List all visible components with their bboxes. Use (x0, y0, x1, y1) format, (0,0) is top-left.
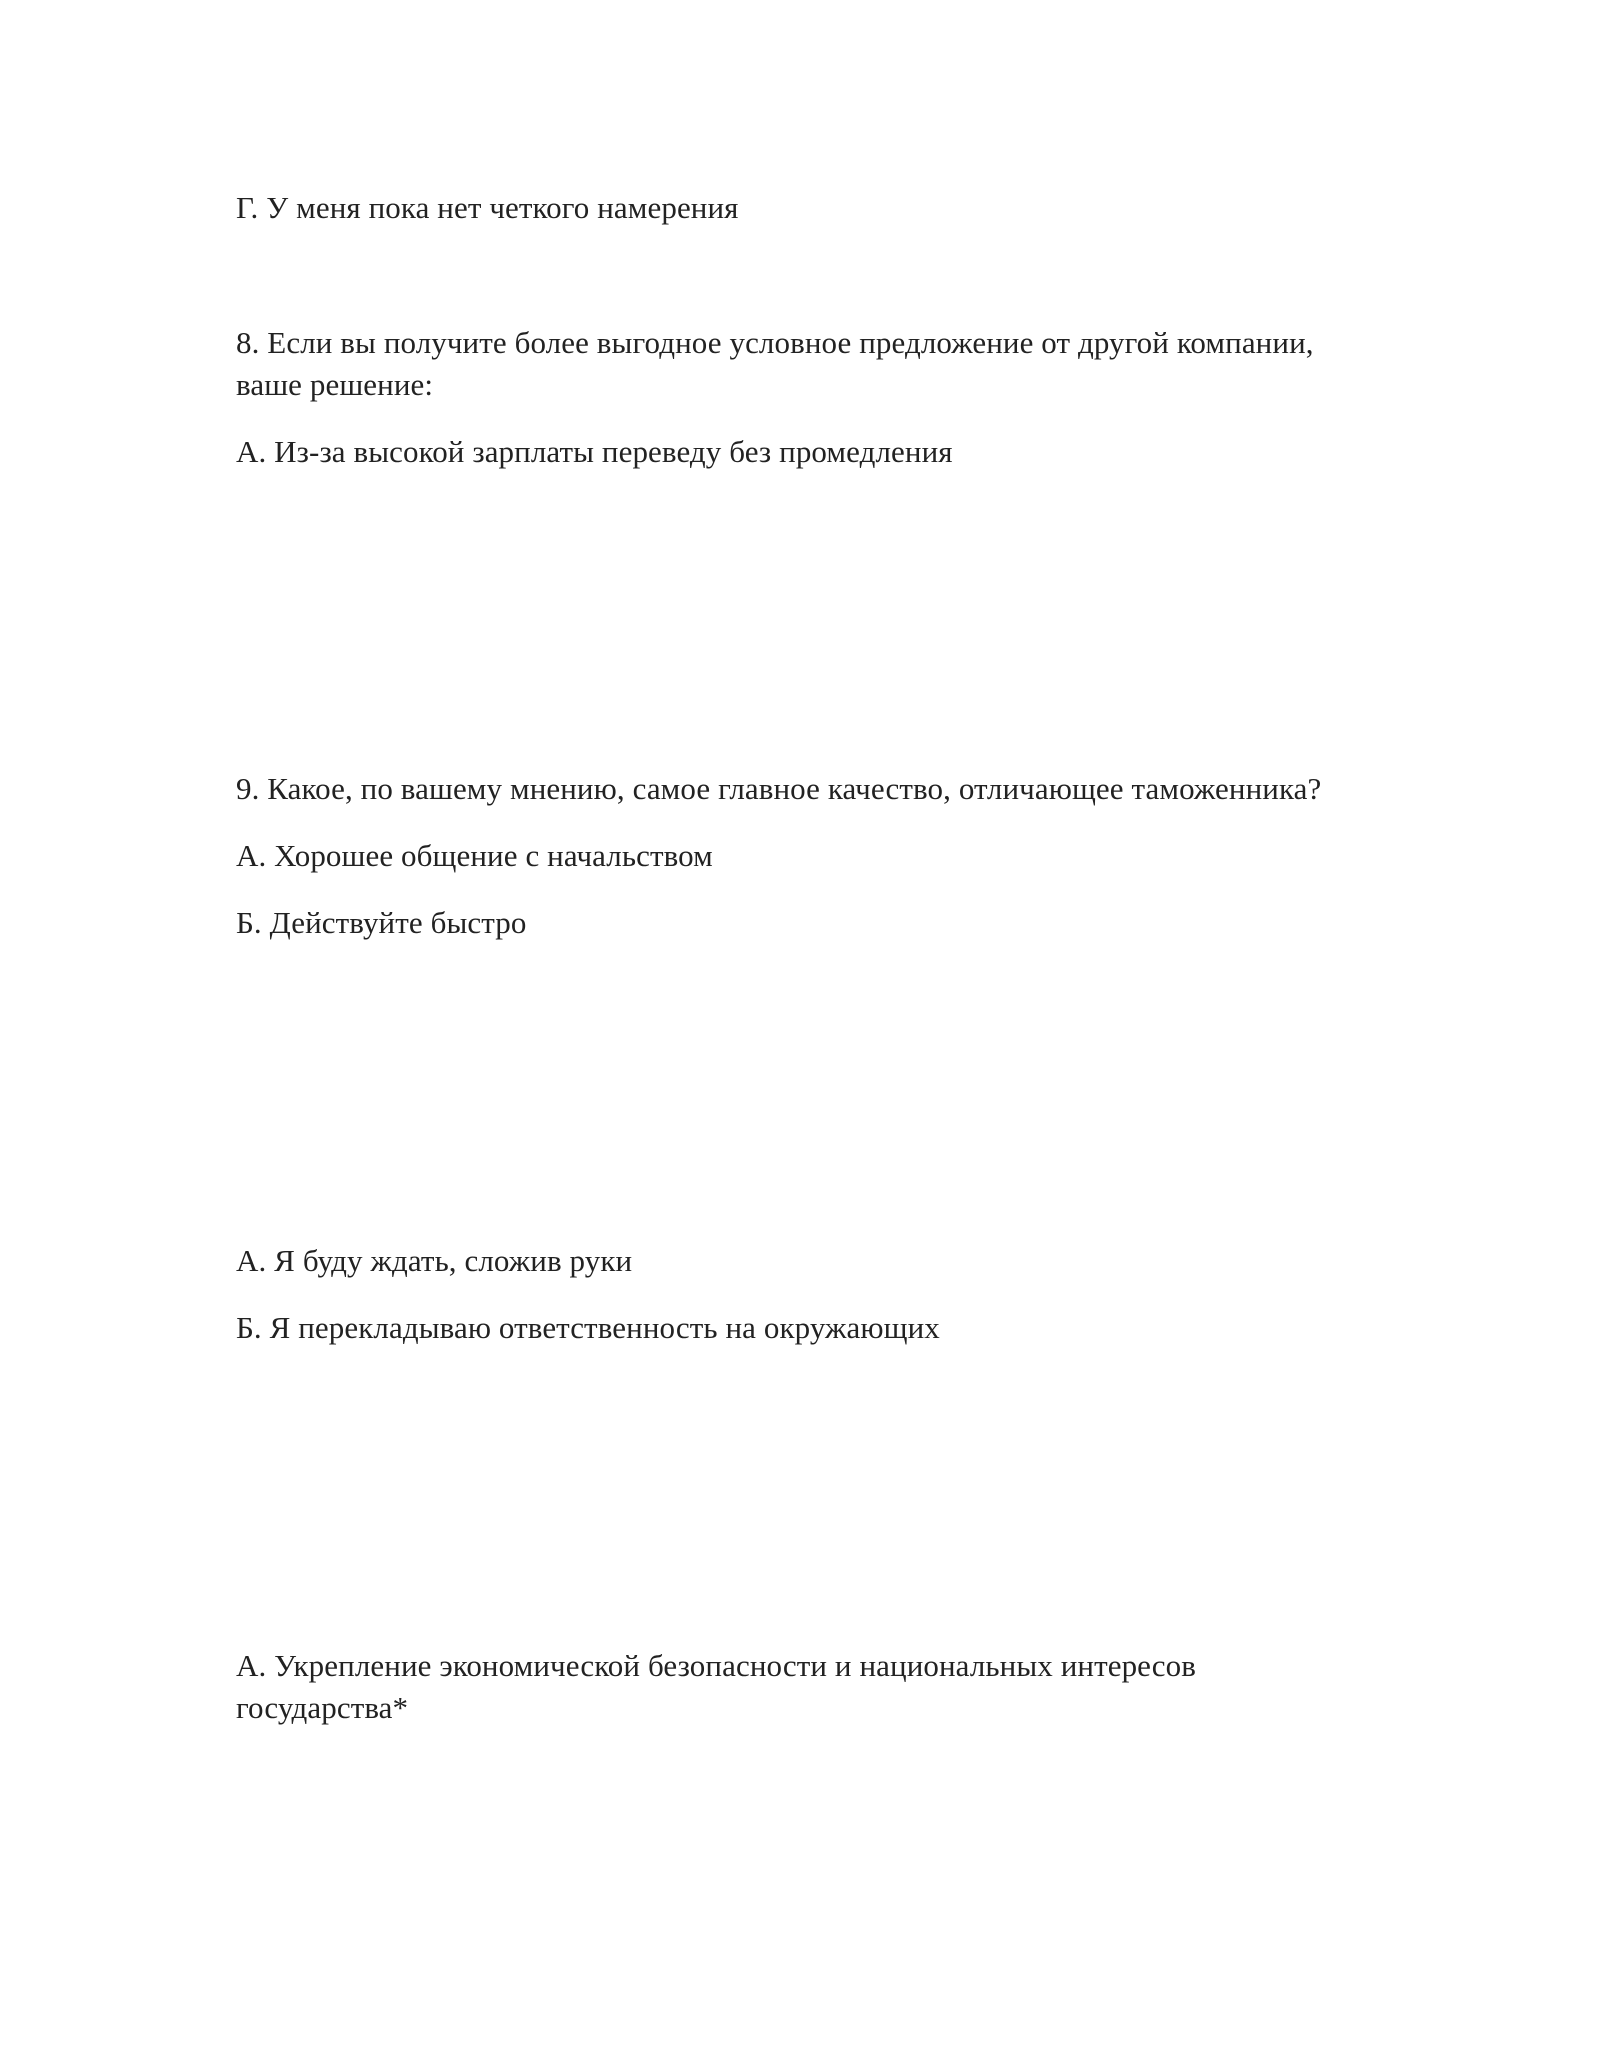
question-9: 9. Какое, по вашему мнению, самое главное качество, отличающее таможенника? (236, 771, 1322, 806)
answer-option-a-transfer: А. Из-за высокой зарплаты переведу без промедления (236, 434, 953, 469)
answer-option-a-communication: А. Хорошее общение с начальством (236, 838, 713, 873)
answer-option-g-no-intention: Г. У меня пока нет четкого намерения (236, 190, 739, 225)
answer-option-a-economic-security-line-1: А. Укрепление экономической безопасности и национальных интересов (236, 1648, 1197, 1683)
answer-option-b-shift-responsibility: Б. Я перекладываю ответственность на окружающих (236, 1310, 940, 1345)
answer-option-b-act-fast: Б. Действуйте быстро (236, 905, 527, 940)
answer-option-a-economic-security-line-2: государства* (236, 1690, 409, 1725)
question-8-line-2: ваше решение: (236, 367, 434, 402)
question-8-line-1: 8. Если вы получите более выгодное условное предложение от другой компании, (236, 325, 1314, 360)
answer-option-a-wait: А. Я буду ждать, сложив руки (236, 1243, 633, 1278)
